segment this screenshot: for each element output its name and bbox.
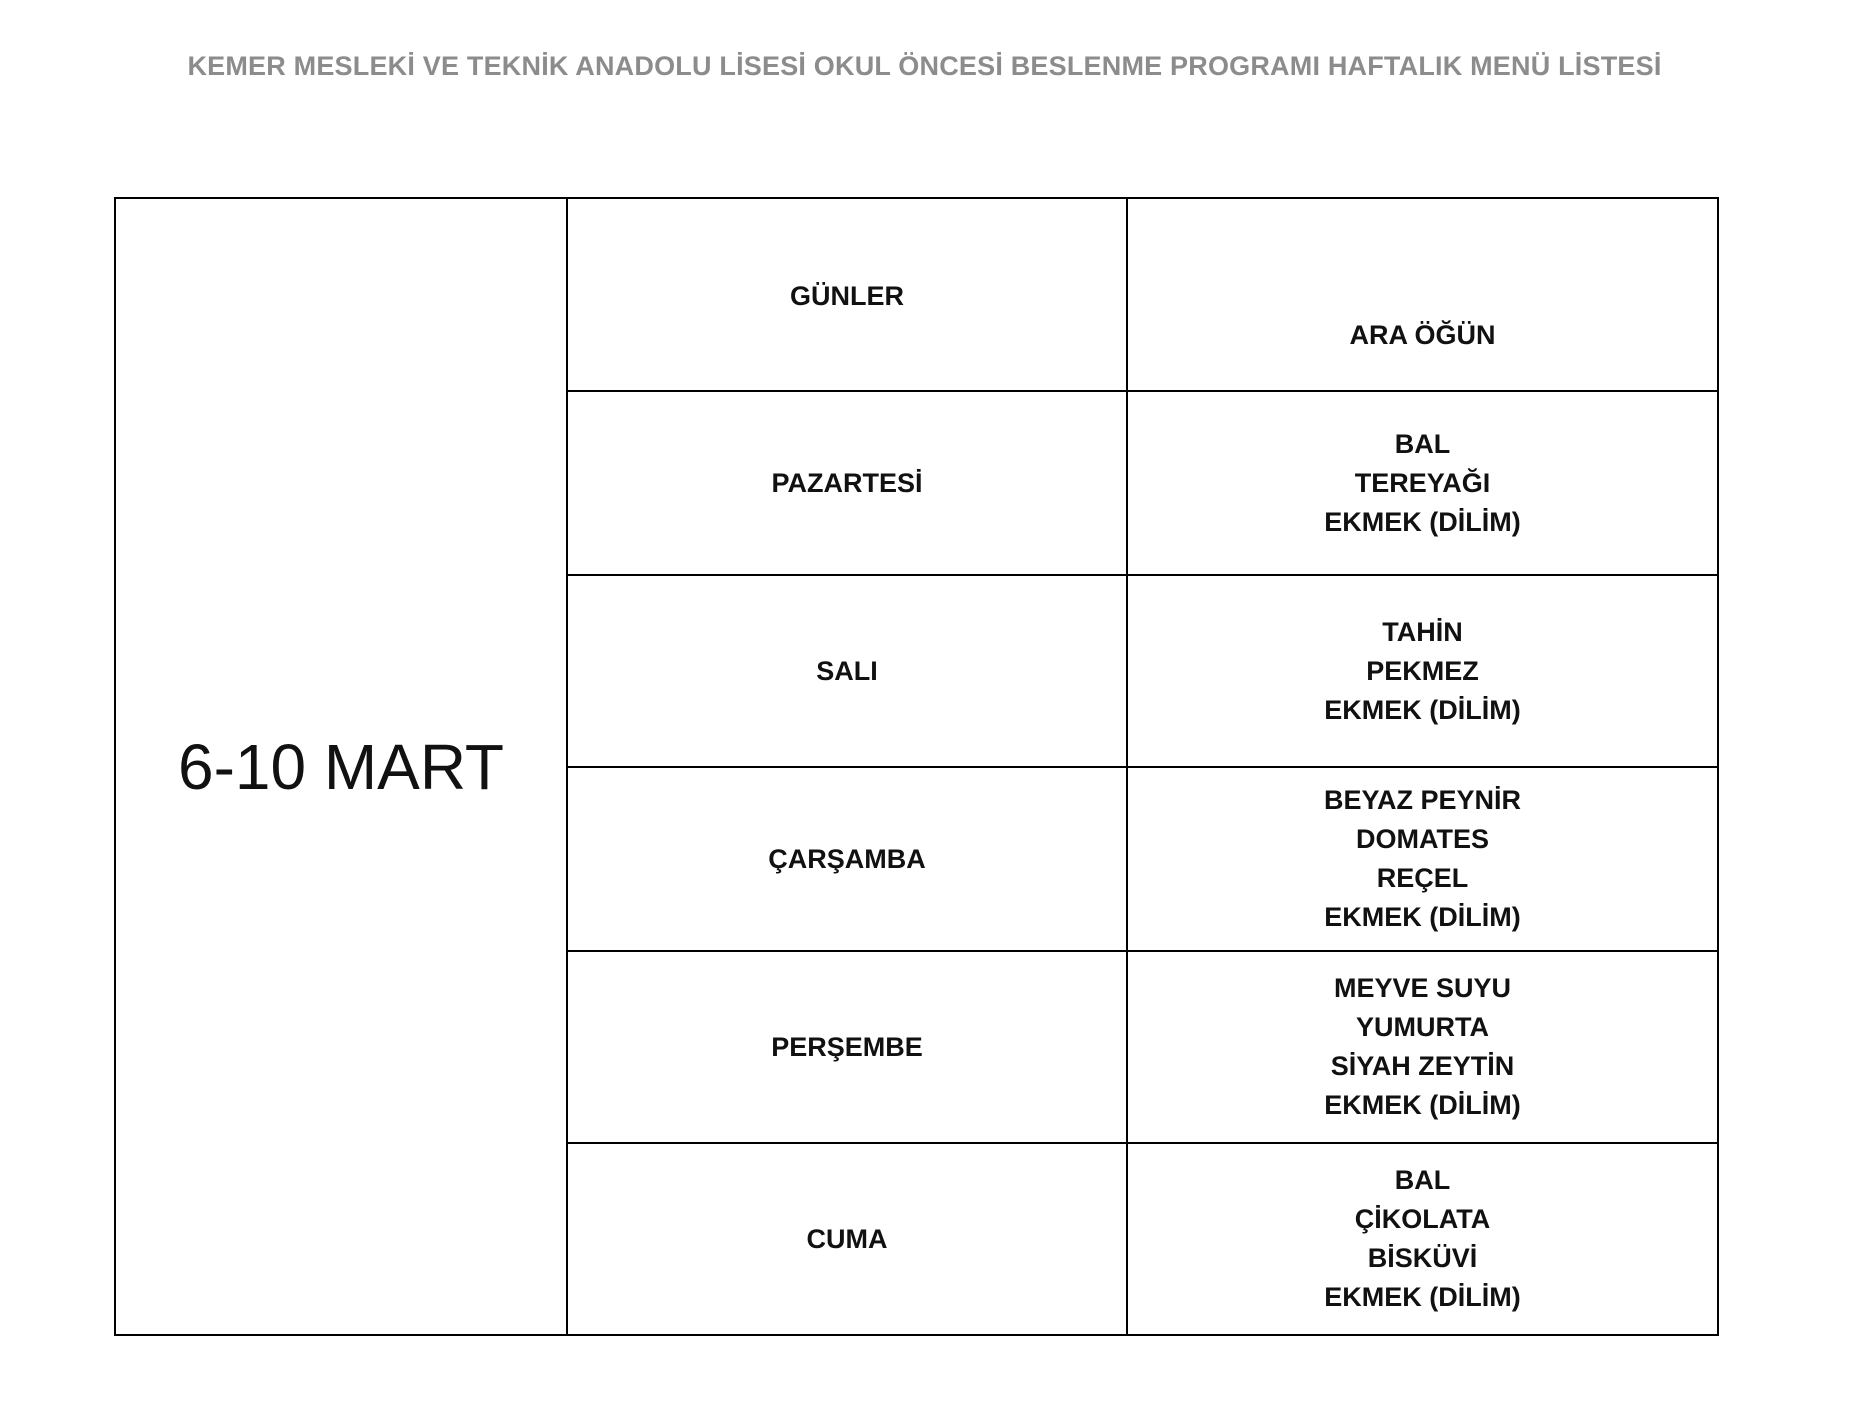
menu-items-cell: TAHİN PEKMEZ EKMEK (DİLİM) [1127,575,1718,767]
menu-items-cell: MEYVE SUYU YUMURTA SİYAH ZEYTİN EKMEK (DİLİM) [1127,951,1718,1143]
header-days: GÜNLER [567,198,1127,391]
day-cell: PERŞEMBE [567,951,1127,1143]
week-label: 6-10 MART [115,198,567,1335]
day-cell: ÇARŞAMBA [567,767,1127,951]
header-snack: ARA ÖĞÜN [1127,198,1718,391]
day-cell: SALI [567,575,1127,767]
menu-items-cell: BAL TEREYAĞI EKMEK (DİLİM) [1127,391,1718,575]
menu-items-cell: BAL ÇİKOLATA BİSKÜVİ EKMEK (DİLİM) [1127,1143,1718,1335]
day-cell: PAZARTESİ [567,391,1127,575]
menu-items-cell: BEYAZ PEYNİR DOMATES REÇEL EKMEK (DİLİM) [1127,767,1718,951]
document-title: KEMER MESLEKİ VE TEKNİK ANADOLU LİSESİ OKUL ÖNCESİ BESLENME PROGRAMI HAFTALIK MENÜ LİSTESİ [187,51,1662,81]
table-header-row [115,198,1718,391]
weekly-menu-table [114,197,1719,1336]
day-cell: CUMA [567,1143,1127,1335]
